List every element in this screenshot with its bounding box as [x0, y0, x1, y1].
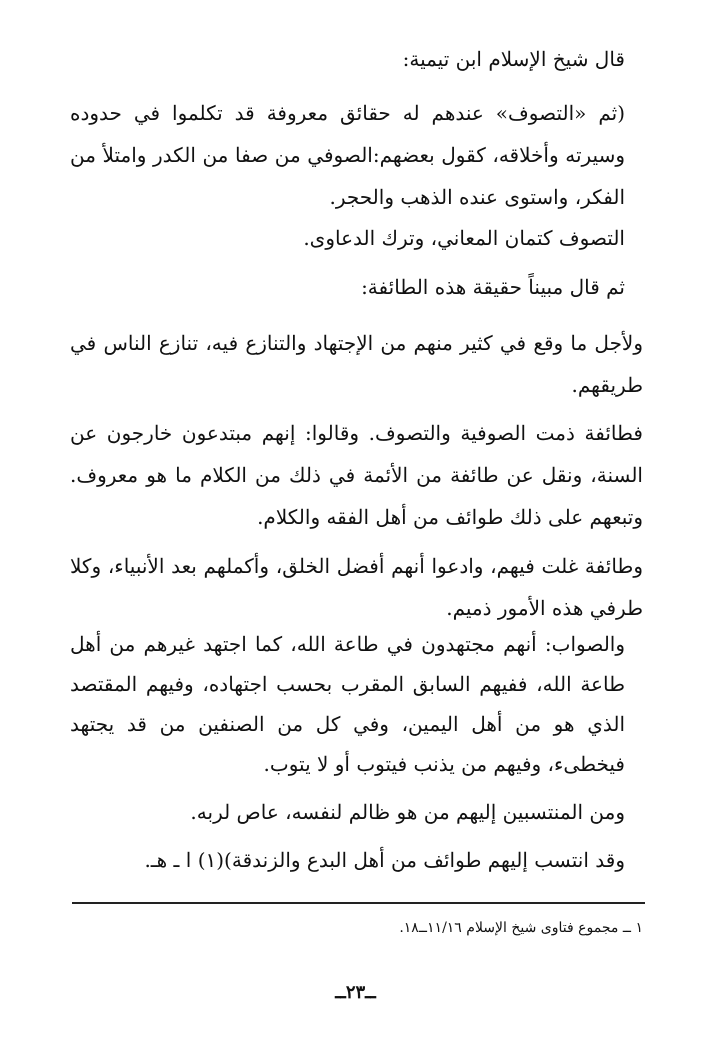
- paragraph-then-said: ثم قال مبيناً حقيقة هذه الطائفة:: [361, 275, 625, 299]
- footnote-divider: [72, 902, 645, 904]
- footnote: ١ ــ مجموع فتاوى شيخ الإسلام ١١/١٦ــ١٨.: [399, 920, 643, 936]
- paragraph-group-exaggerated: وطائفة غلت فيهم، وادعوا أنهم أفضل الخلق، وأكملهم بعد الأنبياء، وكلا طرفي هذه الأمور ذميم.: [70, 554, 643, 620]
- paragraph-self-wrongers: ومن المنتسبين إليهم من هو ظالم لنفسه، عاص لربه.: [190, 800, 625, 824]
- paragraph-sufism-concealment: التصوف كتمان المعاني، وترك الدعاوى.: [303, 226, 625, 250]
- paragraph-innovators: وقد انتسب إليهم طوائف من أهل البدع والزندقة)(١) ا ـ هـ.: [144, 848, 625, 872]
- paragraph-correct-view: والصواب: أنهم مجتهدون في طاعة الله، كما اجتهد غيرهم من أهل طاعة الله، ففيهم السابق المقرب بحسب اجتهاده، وفيهم المقتصد الذي هو من أهل اليمين، وفي كل من الصنفين من قد يجتهد فيخطىء، وفيهم من يذنب فيتوب أو لا يتوب.: [70, 632, 625, 776]
- paragraph-sufism-definition: (ثم «التصوف» عندهم له حقائق معروفة قد تكلموا في حدوده وسيرته وأخلاقه، كقول بعضهم:الصوفي من صفا من الكدر وامتلأ من الفكر، واستوى عنده الذهب والحجر.: [70, 101, 625, 209]
- page-number: ــ٢٣ــ: [335, 982, 376, 1003]
- paragraph-dispute: ولأجل ما وقع في كثير منهم من الإجتهاد والتنازع فيه، تنازع الناس في طريقهم.: [70, 331, 643, 397]
- paragraph-intro: قال شيخ الإسلام ابن تيمية:: [402, 47, 625, 71]
- paragraph-group-condemned: فطائفة ذمت الصوفية والتصوف. وقالوا: إنهم مبتدعون خارجون عن السنة، ونقل عن طائفة من الأئمة في ذلك من الكلام ما هو معروف. وتبعهم على ذلك طوائف من أهل الفقه والكلام.: [70, 421, 643, 529]
